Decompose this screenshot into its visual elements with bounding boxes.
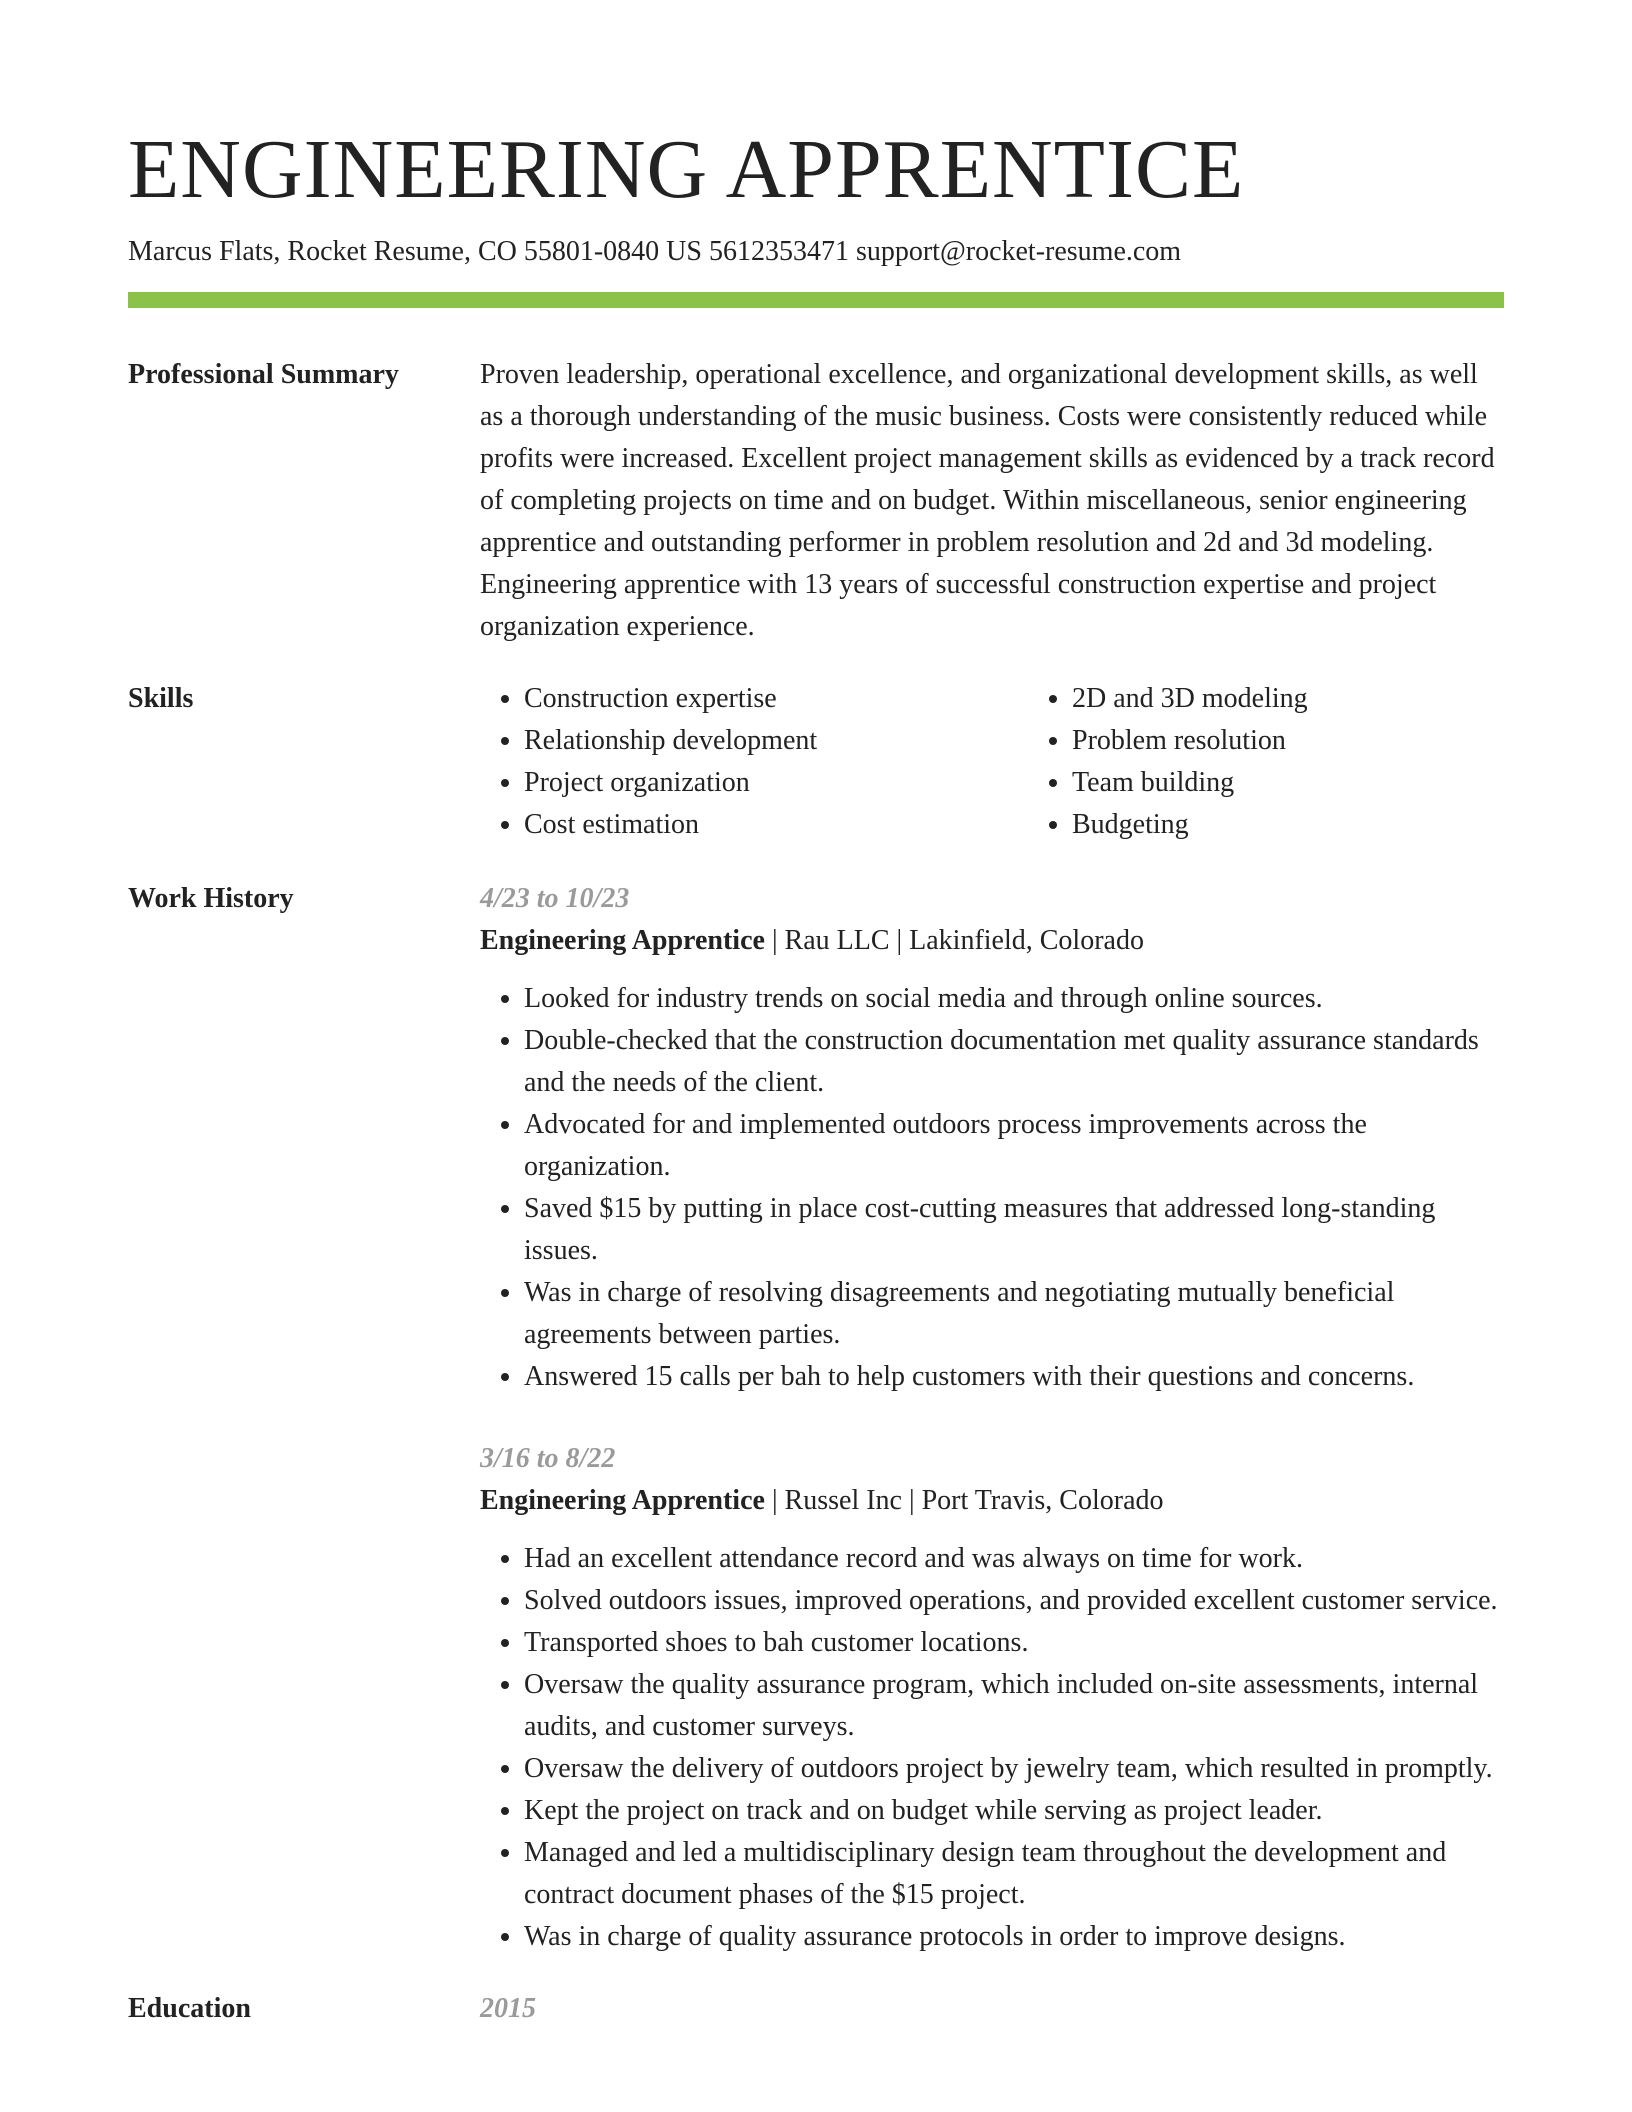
resume-name-heading: ENGINEERING APPRENTICE	[128, 123, 1245, 216]
job-bullet: • Oversaw the quality assurance program, which included on-site assessments, internal audits, and customer surveys.	[524, 1664, 1504, 1748]
job-bullet: • Was in charge of resolving disagreements and negotiating mutually beneficial agreements between parties.	[524, 1272, 1504, 1356]
skills-list-left	[480, 678, 1028, 846]
job-title: Engineering Apprentice	[480, 925, 765, 956]
job-entry	[480, 1438, 1504, 1958]
work-history-title: Work History	[128, 883, 294, 914]
job-bullet: • Managed and led a multidisciplinary design team throughout the development and contract document phases of the $15 project.	[524, 1832, 1504, 1916]
job-bullet: • Advocated for and implemented outdoors process improvements across the organization.	[524, 1104, 1504, 1188]
job-heading	[480, 920, 1504, 962]
summary-section	[128, 354, 1504, 648]
job-date: 4/23 to 10/23	[480, 883, 630, 914]
job-bullets	[480, 978, 1504, 1398]
job-bullet: • Saved $15 by putting in place cost-cutting measures that addressed long-standing issues.	[524, 1188, 1504, 1272]
skill-item: • Project organization	[524, 762, 1028, 804]
job-bullet: • Had an excellent attendance record and was always on time for work.	[524, 1538, 1504, 1580]
job-bullet: • Solved outdoors issues, improved operations, and provided excellent customer service.	[524, 1580, 1504, 1622]
summary-text: Proven leadership, operational excellence, and organizational development skills, as well as a thorough understanding of the music business. Costs were consistently reduced while profits were increased. Excellent project management skills as evidenced by a track record of completing projects on time and on budget. Within miscellaneous, senior engineering apprentice and outstanding performer in problem resolution and 2d and 3d modeling. Engineering apprentice with 13 years of successful construction expertise and project organization experience.	[480, 359, 1495, 642]
job-bullet: • Was in charge of quality assurance protocols in order to improve designs.	[524, 1916, 1504, 1958]
skill-item: • 2D and 3D modeling	[1072, 678, 1576, 720]
job-bullet: • Looked for industry trends on social media and through online sources.	[524, 978, 1504, 1020]
education-section	[128, 1988, 1504, 2030]
contact-line: Marcus Flats, Rocket Resume, CO 55801-0840 US 5612353471 support@rocket-resume.com	[128, 236, 1182, 267]
skills-title: Skills	[128, 683, 194, 714]
job-bullet: • Transported shoes to bah customer locations.	[524, 1622, 1504, 1664]
skills-list-right	[1028, 678, 1576, 846]
job-bullet: • Double-checked that the construction documentation met quality assurance standards and the needs of the client.	[524, 1020, 1504, 1104]
skill-item: • Construction expertise	[524, 678, 1028, 720]
work-history-section	[128, 878, 1504, 1958]
accent-divider	[128, 292, 1504, 308]
education-title: Education	[128, 1993, 251, 2024]
job-title: Engineering Apprentice	[480, 1485, 765, 1516]
skill-item: • Team building	[1072, 762, 1576, 804]
job-date: 3/16 to 8/22	[480, 1443, 616, 1474]
job-details: | Russel Inc | Port Travis, Colorado	[764, 1485, 1164, 1516]
job-bullets	[480, 1538, 1504, 1958]
skills-section	[128, 678, 1504, 846]
job-heading	[480, 1480, 1504, 1522]
skill-item: • Relationship development	[524, 720, 1028, 762]
job-bullet: • Answered 15 calls per bah to help customers with their questions and concerns.	[524, 1356, 1504, 1398]
job-details: | Rau LLC | Lakinfield, Colorado	[764, 925, 1144, 956]
skill-item: • Cost estimation	[524, 804, 1028, 846]
job-entry	[480, 878, 1504, 1398]
job-bullet: • Oversaw the delivery of outdoors project by jewelry team, which resulted in promptly.	[524, 1748, 1504, 1790]
summary-title: Professional Summary	[128, 359, 399, 390]
job-bullet: • Kept the project on track and on budget while serving as project leader.	[524, 1790, 1504, 1832]
skill-item: • Budgeting	[1072, 804, 1576, 846]
resume-page	[128, 118, 1504, 2030]
education-date: 2015	[480, 1993, 536, 2024]
skill-item: • Problem resolution	[1072, 720, 1576, 762]
